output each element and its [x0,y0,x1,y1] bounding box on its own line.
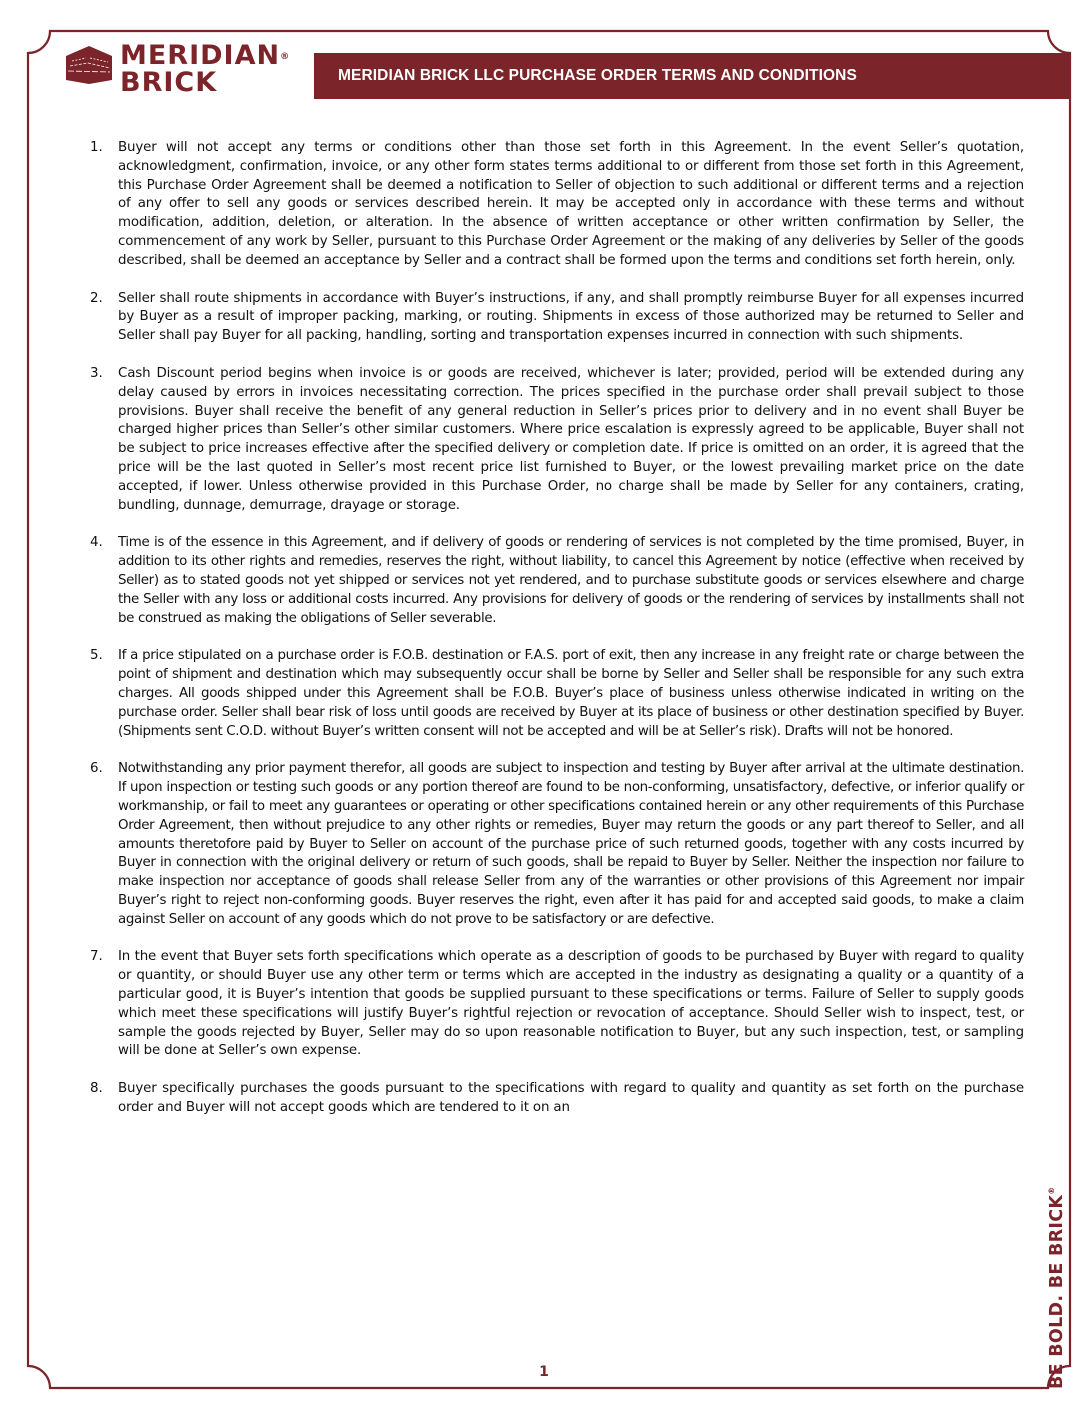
brand-slogan [1047,1186,1067,1389]
term-text: In the event that Buyer sets forth specifications which operate as a description of goods to be purchased by Buyer with regard to quality or quantity, or should Buyer use any other term or terms which are accepted in the industry as designating a quality or a quantity of a particular good, it is Buyer’s intention that goods be supplied pursuant to these specifications or terms. Failure of Seller to supply goods which meet these specifications will justify Buyer’s rightful rejection or revocation of acceptance. Should Seller wish to inspect, test, or sample the goods rejected by Buyer, Seller may do so upon reasonable notification to Buyer, but any such inspection, test, or sampling will be done at Seller’s own expense. [118,949,1024,1059]
document-title-banner [314,53,1070,99]
term-text: Buyer specifically purchases the goods pursuant to the specifications with regard to quality and quantity as set forth on the purchase order and Buyer will not accept goods which are tendered to it on an [118,1081,1024,1116]
term-text: Time is of the essence in this Agreement, and if delivery of goods or rendering of services is not completed by the time promised, Buyer, in addition to its other rights and remedies, reserves the right, without liability, to cancel this Agreement by notice (effective when received by Seller) as to stated goods not yet shipped or services not yet rendered, and to purchase substitute goods or services elsewhere and charge the Seller with any loss or additional costs incurred. Any provisions for delivery of goods or the rendering of services by installments shall not be construed as making the obligations of Seller severable. [118,535,1024,626]
term-number: 8. [90,1081,103,1097]
term-item [90,534,1024,628]
term-text: Notwithstanding any prior payment therefor, all goods are subject to inspection and testing by Buyer after arrival at the ultimate destination. If upon inspection or testing such goods or any portion thereof are found to be non-conforming, unsatisfactory, defective, or inferior qualify or workmanship, or fail to meet any guarantees or operating or other specifications contained herein or any other requirements of this Purchase Order Agreement, then without prejudice to any other rights or remedies, Buyer may return the goods or any part thereof to Seller, and all amounts theretofore paid by Buyer to Seller on account of the purchase price of such returned goods, together with any costs incurred by Buyer in connection with the original delivery or return of such goods, shall be repaid to Buyer by Seller. Neither the inspection nor failure to make inspection nor acceptance of goods shall release Seller from any of the warranties or other provisions of this Agreement nor impair Buyer’s right to reject non-conforming goods. Buyer reserves the right, even after it has paid for and accepted said goods, to make a claim against Seller on account of any goods which do not prove to be satisfactory or are defective. [118,761,1024,927]
slogan-registered-mark: ® [1047,1186,1056,1195]
term-number: 5. [90,648,103,664]
company-logo [64,42,289,96]
term-item [90,290,1024,346]
term-number: 1. [90,140,103,155]
term-item [90,1080,1024,1118]
term-text: Seller shall route shipments in accordance with Buyer’s instructions, if any, and shall promptly reimburse Buyer for all expenses incurred by Buyer as a result of improper packing, marking, or routing. Shipments in excess of those authorized may be returned to Seller and Seller shall pay Buyer for all packing, handling, sorting and transportation expenses incurred in connection with such shipments. [118,290,1024,344]
brick-logo-icon [64,44,114,84]
logo-line-1: MERIDIAN [120,40,281,71]
logo-wordmark [120,42,289,96]
registered-mark: ® [280,52,290,62]
document-title: MERIDIAN BRICK LLC PURCHASE ORDER TERMS AND CONDITIONS [338,67,857,84]
term-item [90,948,1024,1061]
term-number: 2. [90,290,103,306]
term-item [90,760,1024,929]
term-text: If a price stipulated on a purchase order is F.O.B. destination or F.A.S. port of exit, then any increase in any freight rate or charge between the point of shipment and destination which may subsequently occur shall be borne by Seller and Seller shall be responsible for any such extra charges. All goods shipped under this Agreement shall be F.O.B. Buyer’s place of business unless otherwise indicated in writing on the purchase order. Seller shall bear risk of loss until goods are received by Buyer at its place of business or other destination specified by Buyer. (Shipments sent C.O.D. without Buyer’s written consent will not be accepted and will be at Seller’s risk). Drafts will not be honored. [118,648,1024,739]
terms-list [90,139,1024,1137]
term-item [90,647,1024,741]
term-text: Cash Discount period begins when invoice is or goods are received, whichever is later; provided, period will be extended during any delay caused by errors in invoices necessitating correction. The prices specified in the purchase order shall prevail subject to those provisions. Buyer shall receive the benefit of any general reduction in Seller’s prices prior to delivery and in no event shall Buyer be charged higher prices than Seller’s other similar customers. Where price escalation is expressly agreed to be applicable, Buyer shall not be subject to price increases effective after the specified delivery or completion date. If price is omitted on an order, it is agreed that the price will be the last quoted in Seller’s most recent price list furnished to Buyer, or the lowest prevailing market price on the date accepted, if lower. Unless otherwise provided in this Purchase Order, no charge shall be made by Seller for any containers, crating, bundling, dunnage, demurrage, drayage or storage. [118,365,1024,513]
slogan-text: BE BOLD. BE BRICK [1047,1194,1067,1389]
term-item [90,365,1024,515]
page-number: 1 [539,1364,549,1380]
term-number: 7. [90,949,103,965]
term-number: 6. [90,761,103,777]
term-item [90,139,1024,271]
logo-line-2: BRICK [120,67,218,98]
term-text: Buyer will not accept any terms or conditions other than those set forth in this Agreement. In the event Seller’s quotation, acknowledgment, confirmation, invoice, or any other form states terms additional to or different from those set forth in this Agreement, this Purchase Order Agreement shall be deemed a notification to Seller of objection to such additional or different terms and a rejection of any offer to sell any goods or services described herein. It may be accepted only in accordance with these terms and without modification, addition, deletion, or alteration. In the absence of written acceptance or other written confirmation by Seller, the commencement of any work by Seller, pursuant to this Purchase Order Agreement or the making of any deliveries by Seller of the goods described, shall be deemed an acceptance by Seller and a contract shall be formed upon the terms and conditions set forth herein, only. [118,140,1024,268]
term-number: 3. [90,365,103,381]
term-number: 4. [90,535,103,551]
